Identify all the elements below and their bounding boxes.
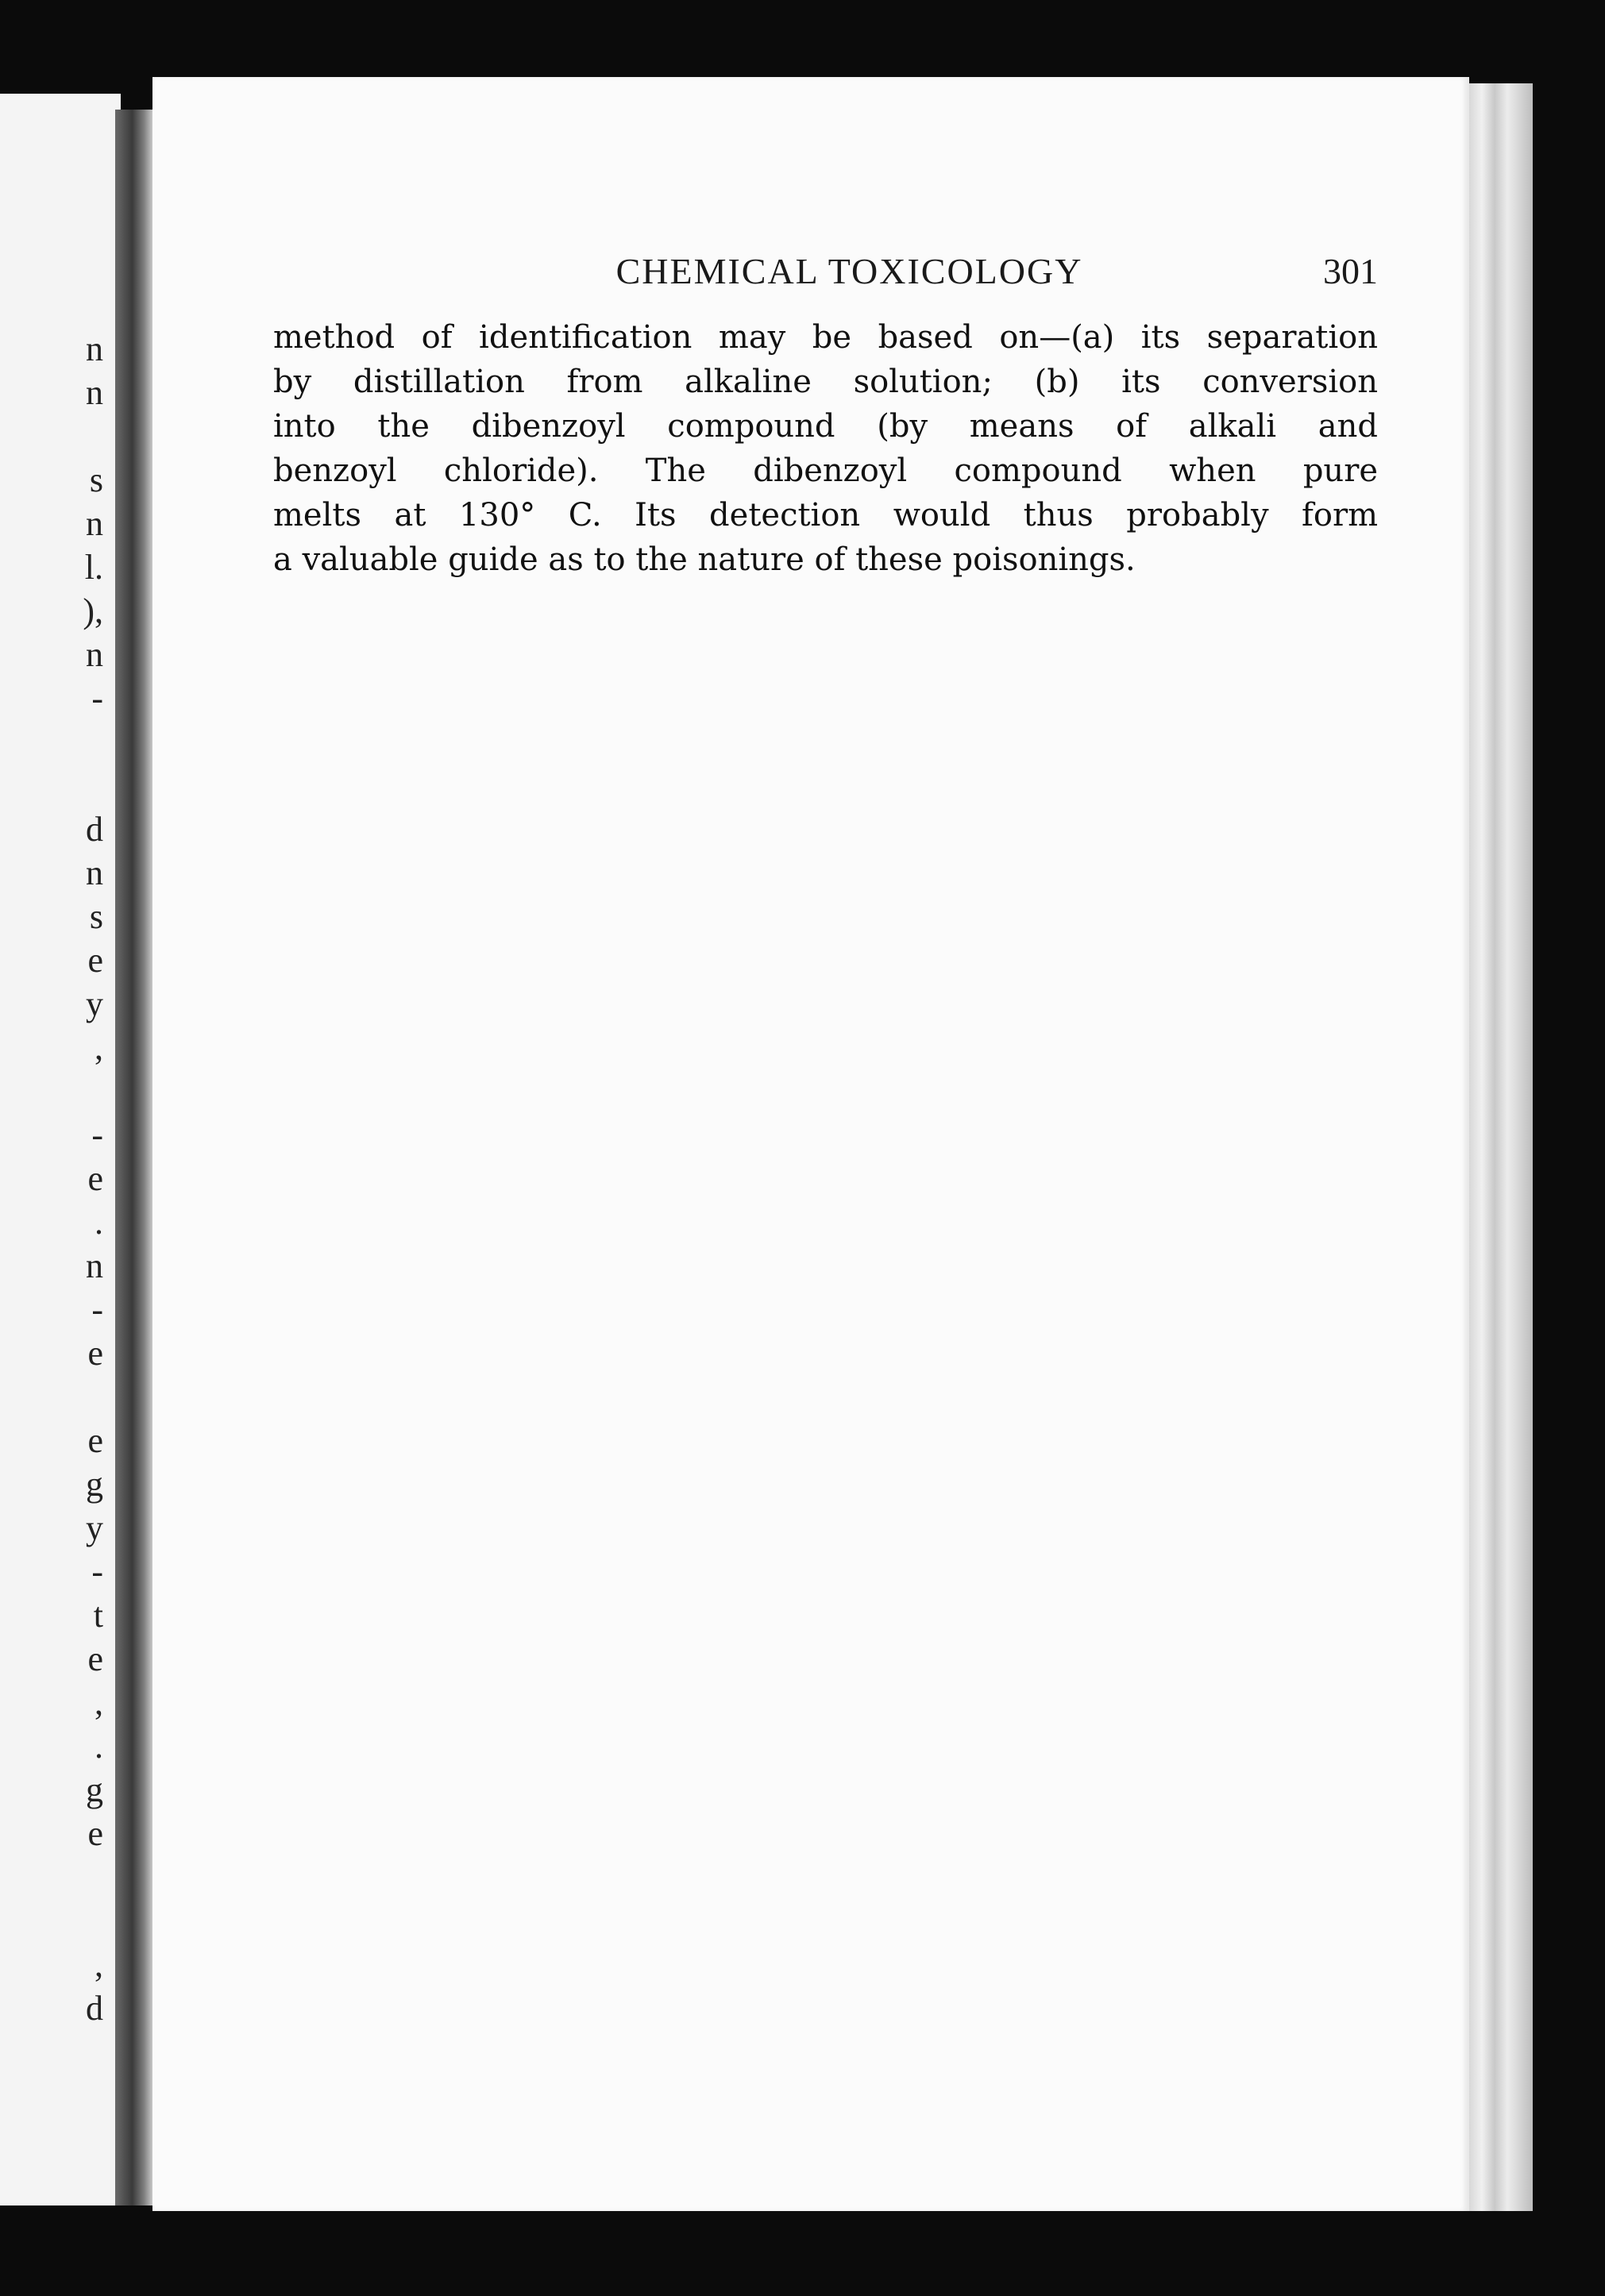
edge-char: e — [87, 1334, 103, 1373]
edge-char: n — [86, 635, 103, 674]
edge-char: n — [86, 1246, 103, 1285]
text-line: a valuable guide as to the nature of these poisonings. — [273, 541, 1136, 578]
edge-char: y — [86, 984, 103, 1023]
edge-char: e — [87, 941, 103, 980]
edge-char: s — [89, 460, 103, 499]
edge-char: n — [86, 373, 103, 412]
edge-char: g — [86, 1465, 103, 1504]
edge-char: n — [86, 329, 103, 368]
running-title: CHEMICAL TOXICOLOGY — [615, 251, 1083, 291]
edge-char: e — [87, 1159, 103, 1198]
text-line: by distillation from alkaline solution; (b) its conversion — [273, 364, 1378, 400]
edge-char: - — [91, 1290, 103, 1329]
facing-page-edge-text — [0, 94, 121, 2205]
edge-char: - — [91, 679, 103, 718]
edge-char: y — [86, 1508, 103, 1547]
facing-page — [0, 94, 121, 2205]
edge-char: e — [87, 1814, 103, 1853]
page-number: 301 — [1323, 251, 1378, 291]
text-line: into the dibenzoyl compound (by means of alkali and — [273, 408, 1378, 445]
edge-char: - — [91, 1552, 103, 1591]
text-line: melts at 130° C. Its detection would thus probably form — [273, 497, 1378, 534]
edge-char: g — [86, 1770, 103, 1809]
body-paragraph — [273, 315, 1378, 582]
page-edges — [1469, 83, 1533, 2211]
book-page — [152, 77, 1469, 2211]
edge-char: . — [95, 1203, 103, 1242]
edge-char: , — [95, 1683, 103, 1722]
edge-char: ), — [83, 591, 103, 630]
edge-char: d — [86, 810, 103, 849]
edge-char: , — [95, 1028, 103, 1067]
page-header — [273, 250, 1378, 298]
text-line: benzoyl chloride). The dibenzoyl compound when pure — [273, 453, 1378, 489]
edge-char: . — [95, 1727, 103, 1766]
edge-char: s — [89, 897, 103, 936]
edge-char: , — [95, 1945, 103, 1984]
edge-char: t — [93, 1596, 103, 1635]
edge-char: - — [91, 1115, 103, 1154]
edge-char: l. — [84, 548, 103, 587]
edge-char: e — [87, 1421, 103, 1460]
edge-char: n — [86, 853, 103, 892]
text-line: method of identification may be based on—(a) its separation — [273, 319, 1378, 356]
edge-char: n — [86, 504, 103, 543]
edge-char: d — [86, 1989, 103, 2028]
edge-char: e — [87, 1639, 103, 1678]
book-gutter — [115, 110, 153, 2205]
